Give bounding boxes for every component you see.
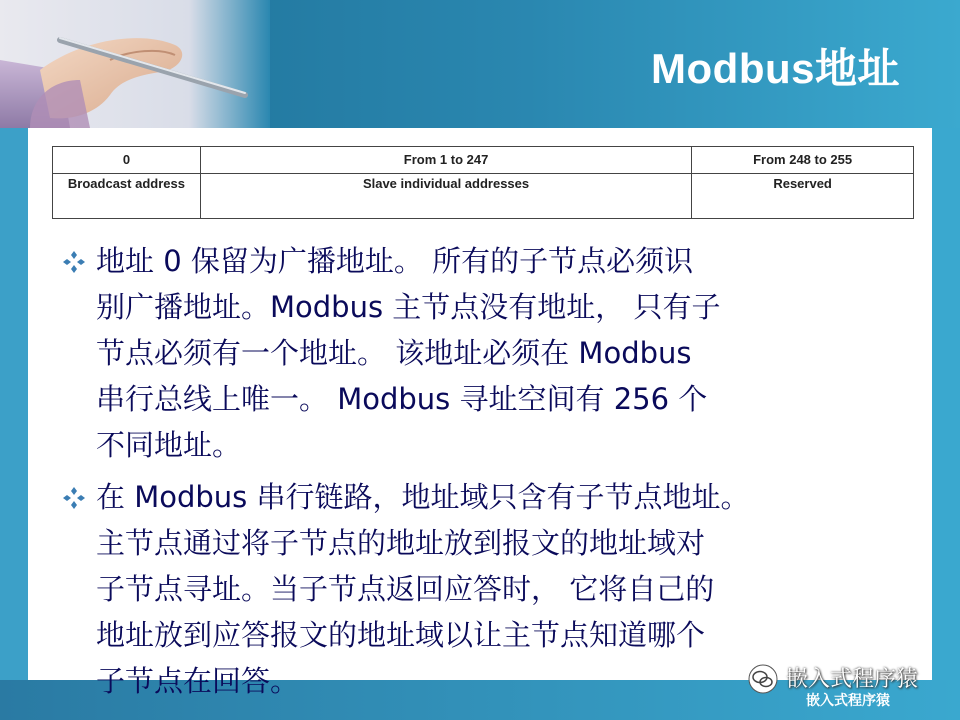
address-table: [52, 146, 914, 219]
table-cell: Reserved: [692, 174, 914, 219]
bullet-line: 在 Modbus 串行链路，地址域只含有子节点地址。: [96, 480, 750, 514]
table-cell: Broadcast address: [53, 174, 201, 219]
frame-left-edge: [0, 128, 28, 688]
watermark-text: 嵌入式程序猿: [786, 667, 919, 692]
bullet-line: 不同地址。: [96, 428, 242, 462]
table-row: [53, 147, 914, 174]
watermark-subtext: 嵌入式程序猿: [806, 693, 890, 709]
wechat-logo-icon: [748, 664, 778, 694]
hand-pen-image: [0, 0, 270, 128]
table-cell: Slave individual addresses: [200, 174, 691, 219]
table-cell: From 248 to 255: [692, 147, 914, 174]
bullet-line: 子节点在回答。: [96, 664, 300, 698]
bullet-line: 别广播地址。Modbus 主节点没有地址， 只有子: [96, 290, 721, 324]
header-photo: [0, 0, 270, 128]
table-cell: 0: [53, 147, 201, 174]
table-row: [53, 174, 914, 219]
bullet-line: 地址放到应答报文的地址域以让主节点知道哪个: [96, 618, 706, 652]
bullet-line: 子节点寻址。当子节点返回应答时， 它将自己的: [96, 572, 715, 606]
bullet-item: [62, 238, 932, 468]
watermark: [748, 660, 938, 716]
four-diamond-icon: [62, 486, 86, 510]
bullet-line: 节点必须有一个地址。 该地址必须在 Modbus: [96, 336, 692, 370]
bullet-line: 地址 0 保留为广播地址。 所有的子节点必须识: [96, 244, 694, 278]
slide-title: Modbus地址: [651, 45, 900, 92]
frame-right-edge: [932, 128, 960, 688]
bullet-line: 主节点通过将子节点的地址放到报文的地址域对: [96, 526, 706, 560]
four-diamond-icon: [62, 250, 86, 274]
bullet-list: [62, 238, 932, 704]
bullet-line: 串行总线上唯一。 Modbus 寻址空间有 256 个: [96, 382, 708, 416]
table-cell: From 1 to 247: [200, 147, 691, 174]
